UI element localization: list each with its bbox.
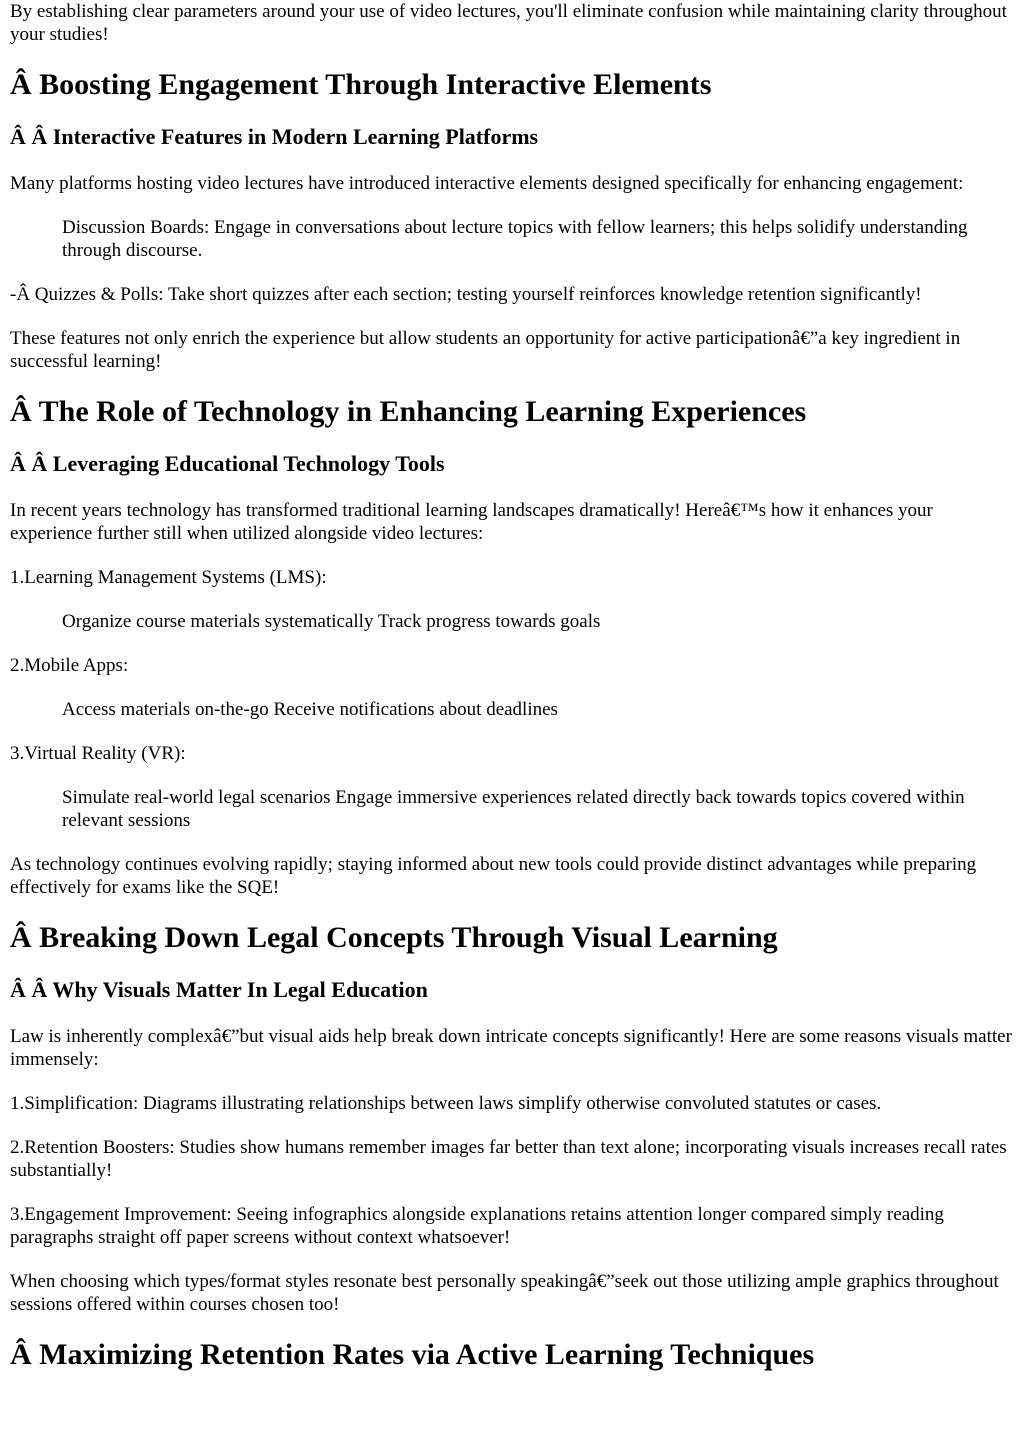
section-heading-retention: Â Maximizing Retention Rates via Active Learning Techniques [10, 1338, 815, 1371]
list-item-simplification: 1.Simplification: Diagrams illustrating relationships between laws simplify otherwise convoluted statutes or cases. [10, 1093, 882, 1114]
section-heading-engagement: Â Boosting Engagement Through Interactive Elements [10, 68, 712, 101]
list-item-mobile-apps: 2.Mobile Apps: [10, 655, 129, 676]
list-item-detail: Access materials on-the-go Receive notifications about deadlines [62, 699, 558, 720]
subheading-edtech-tools: Â Â Leveraging Educational Technology Tools [10, 451, 445, 476]
paragraph: Many platforms hosting video lectures have introduced interactive elements designed specifically for enhancing engagement: [10, 173, 964, 194]
paragraph: When choosing which types/format styles resonate best personally speakingâ€”seek out those utilizing ample graphics throughout sessions offered within courses chosen too! [10, 1271, 999, 1315]
paragraph: Law is inherently complexâ€”but visual aids help break down intricate concepts significantly! Here are some reasons visuals matter immensely: [10, 1026, 1012, 1070]
section-heading-visual-learning: Â Breaking Down Legal Concepts Through Visual Learning [10, 921, 778, 954]
list-item-vr: 3.Virtual Reality (VR): [10, 743, 186, 764]
section-heading-technology: Â The Role of Technology in Enhancing Learning Experiences [10, 395, 807, 428]
list-item-quizzes: -Â Quizzes & Polls: Take short quizzes after each section; testing yourself reinforces knowledge retention significantly! [10, 284, 922, 305]
list-item-detail: Simulate real-world legal scenarios Engage immersive experiences related directly back towards topics covered within relevant sessions [62, 787, 965, 831]
list-item-engagement-improvement: 3.Engagement Improvement: Seeing infographics alongside explanations retains attention longer compared simply reading paragraphs straight off paper screens without context whatsoever! [10, 1204, 944, 1248]
list-item-lms: 1.Learning Management Systems (LMS): [10, 567, 327, 588]
list-item-detail: Organize course materials systematically Track progress towards goals [62, 611, 601, 632]
intro-paragraph: By establishing clear parameters around your use of video lectures, you'll eliminate confusion while maintaining clarity throughout your studies! [10, 1, 1007, 45]
subheading-why-visuals: Â Â Why Visuals Matter In Legal Education [10, 977, 428, 1002]
list-item-discussion-boards: Discussion Boards: Engage in conversations about lecture topics with fellow learners; this helps solidify understanding through discourse. [62, 217, 968, 261]
list-item-retention-boosters: 2.Retention Boosters: Studies show humans remember images far better than text alone; incorporating visuals increases recall rates substantially! [10, 1137, 1007, 1181]
paragraph: In recent years technology has transformed traditional learning landscapes dramatically! Hereâ€™s how it enhances your experience further still when utilized alongside video lectures: [10, 500, 933, 544]
paragraph: These features not only enrich the experience but allow students an opportunity for active participationâ€”a key ingredient in successful learning! [10, 328, 961, 372]
subheading-interactive-features: Â Â Interactive Features in Modern Learning Platforms [10, 124, 539, 149]
paragraph: As technology continues evolving rapidly; staying informed about new tools could provide distinct advantages while preparing effectively for exams like the SQE! [10, 854, 977, 898]
